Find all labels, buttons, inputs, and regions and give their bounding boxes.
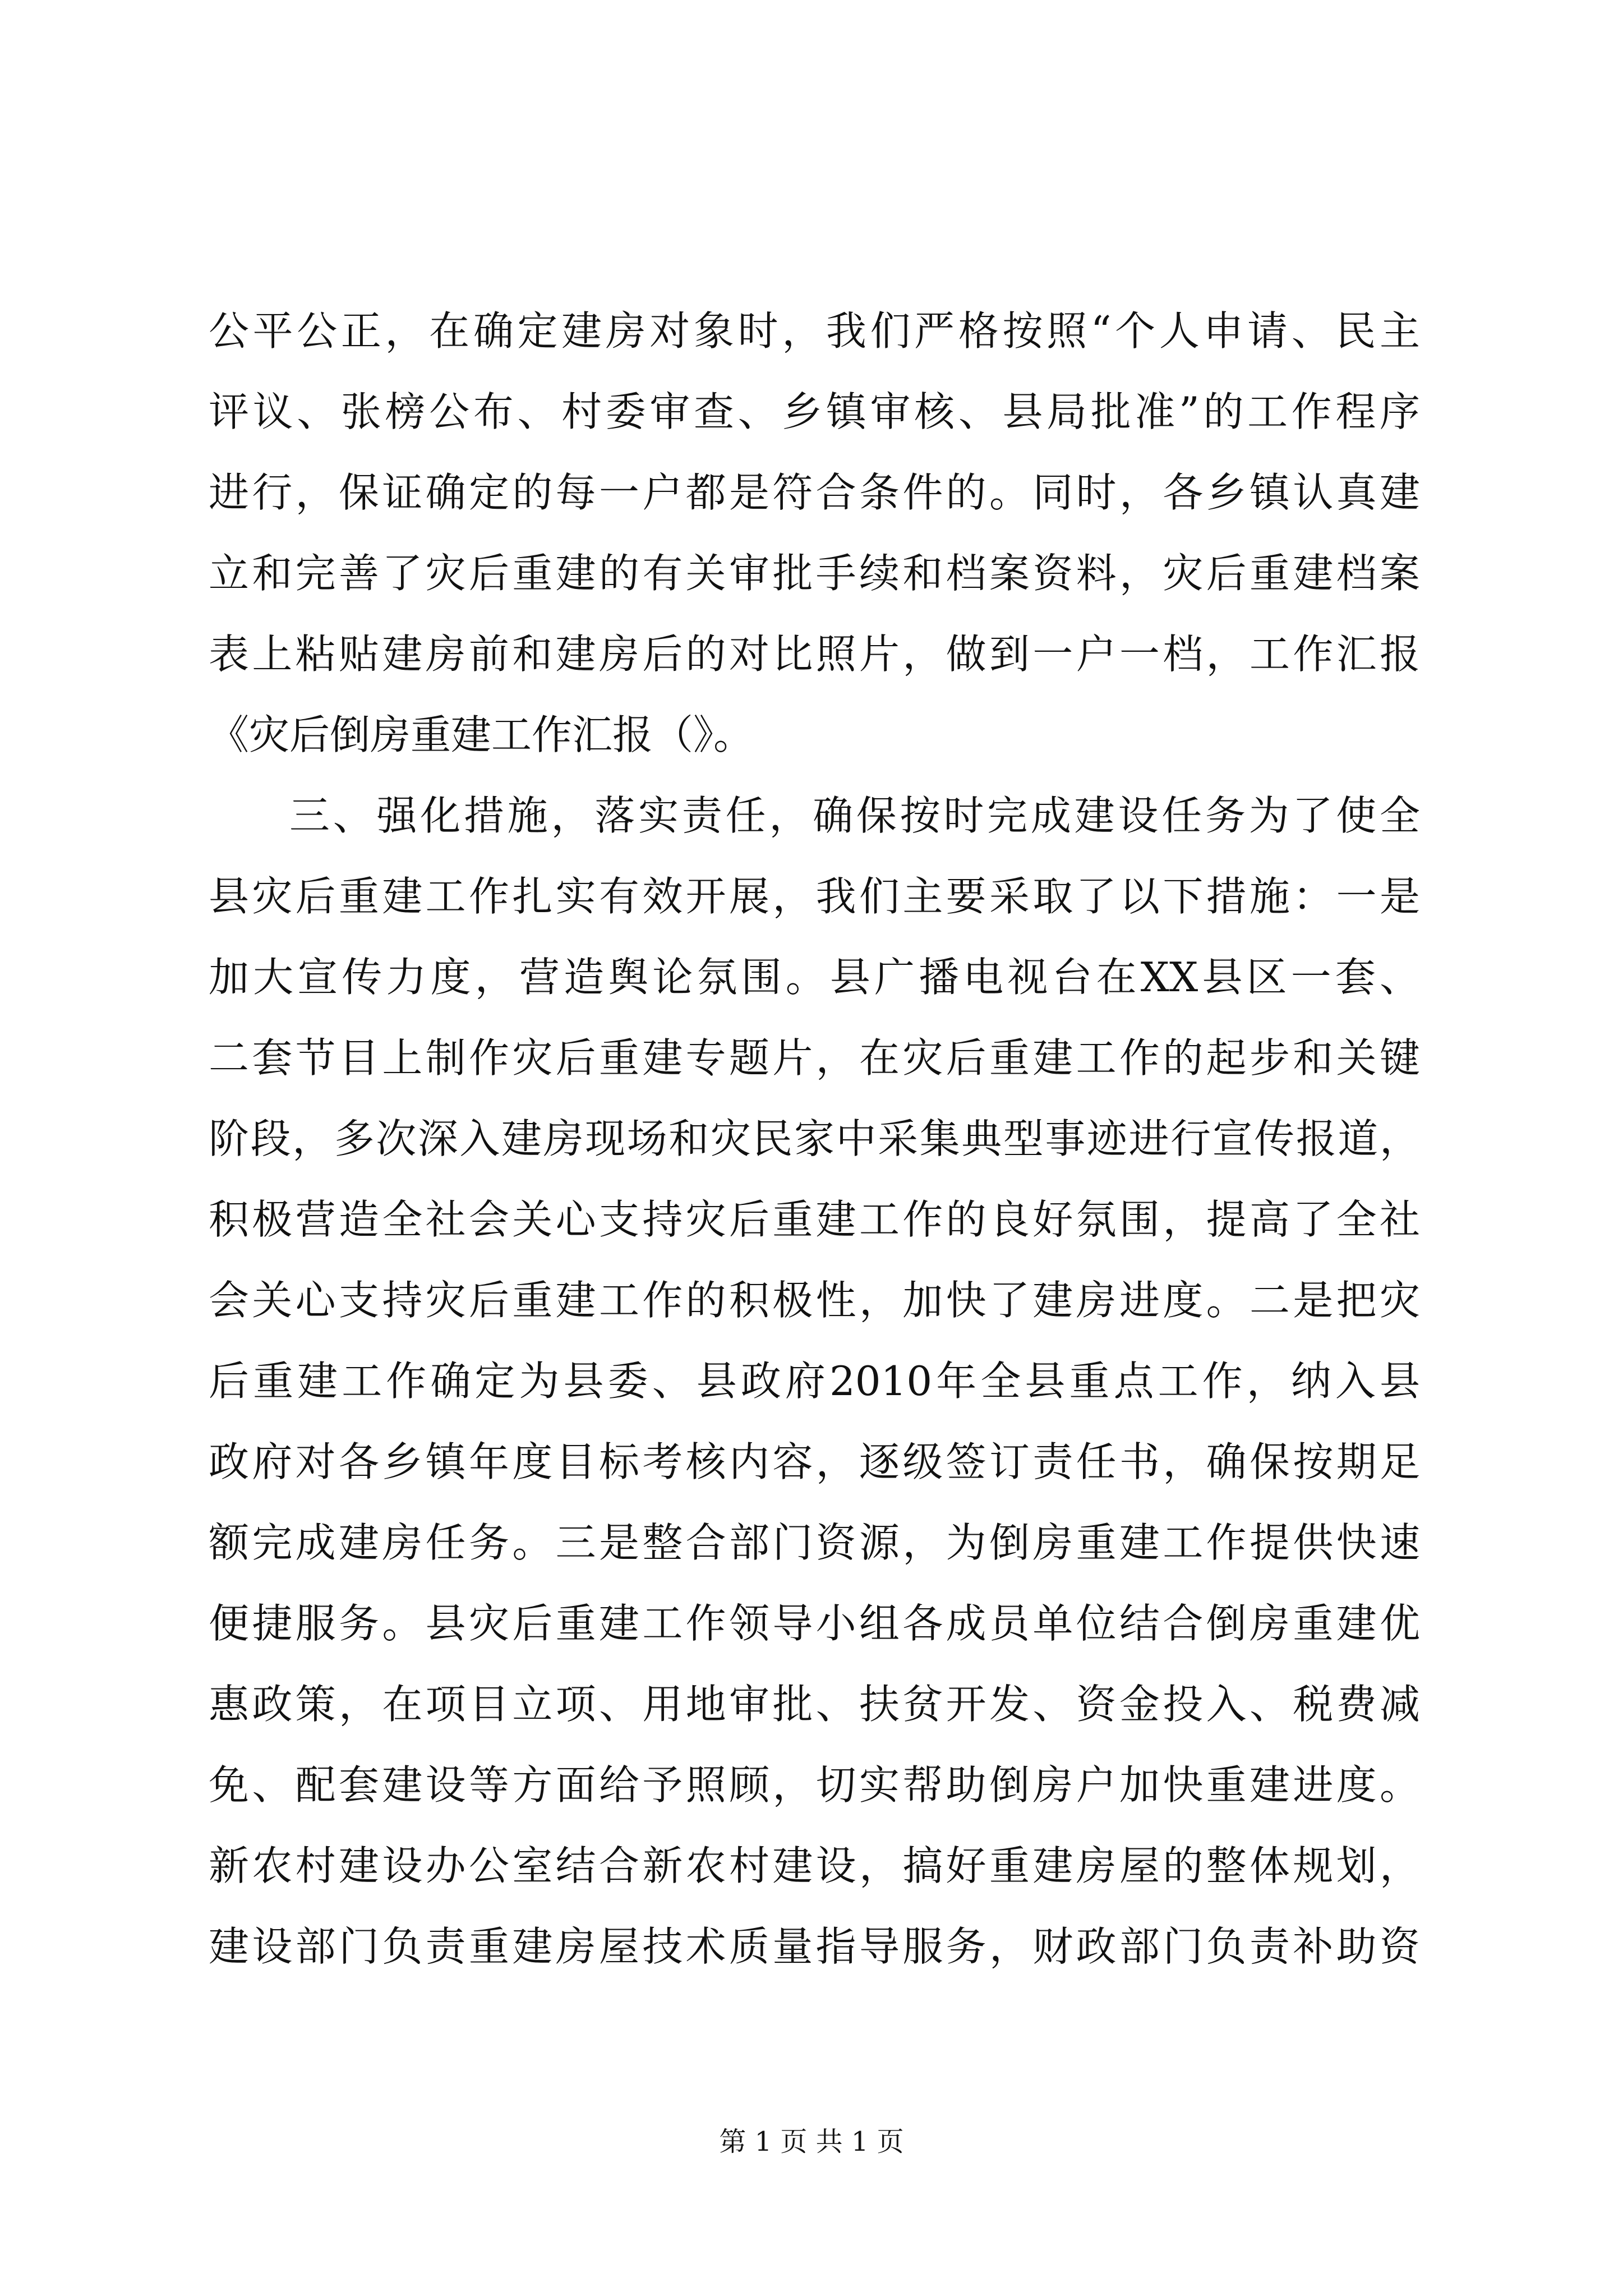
text-line: 《灾后倒房重建工作汇报（》。: [209, 711, 754, 758]
text-line: 额完成建房任务。三是整合部门资源，为倒房重建工作提供快速: [209, 1519, 1420, 1566]
text-line: 县灾后重建工作扎实有效开展，我们主要采取了以下措施：一是: [209, 873, 1420, 920]
text-line: 后重建工作确定为县委、县政府2010年全县重点工作，纳入县: [209, 1358, 1420, 1405]
text-line: 加大宣传力度，营造舆论氛围。县广播电视台在XX县区一套、: [209, 954, 1420, 1001]
text-line: 立和完善了灾后重建的有关审批手续和档案资料，灾后重建档案: [209, 550, 1420, 597]
text-line: 免、配套建设等方面给予照顾，切实帮助倒房户加快重建进度。: [209, 1761, 1420, 1809]
text-line: 惠政策，在项目立项、用地审批、扶贫开发、资金投入、税费减: [209, 1681, 1420, 1728]
page-number-label: 第 1 页 共 1 页: [719, 2126, 904, 2157]
text-line: 阶段，多次深入建房现场和灾民家中采集典型事迹进行宣传报道，: [209, 1115, 1420, 1162]
text-line: 便捷服务。县灾后重建工作领导小组各成员单位结合倒房重建优: [209, 1600, 1420, 1647]
text-line: 会关心支持灾后重建工作的积极性，加快了建房进度。二是把灾: [209, 1277, 1420, 1324]
text-line: 政府对各乡镇年度目标考核内容，逐级签订责任书，确保按期足: [209, 1438, 1420, 1485]
document-body: [209, 291, 1420, 1987]
text-line: 积极营造全社会关心支持灾后重建工作的良好氛围，提高了全社: [209, 1196, 1420, 1243]
text-line: 进行，保证确定的每一户都是符合条件的。同时，各乡镇认真建: [209, 469, 1420, 516]
text-line: 评议、张榜公布、村委审查、乡镇审核、县局批准”的工作程序: [209, 388, 1420, 435]
text-line: 新农村建设办公室结合新农村建设，搞好重建房屋的整体规划，: [209, 1842, 1420, 1889]
text-line: 三、强化措施，落实责任，确保按时完成建设任务为了使全: [289, 792, 1420, 839]
page-footer: [0, 2125, 1623, 2159]
text-line: 二套节目上制作灾后重建专题片，在灾后重建工作的起步和关键: [209, 1034, 1420, 1082]
text-line: 建设部门负责重建房屋技术质量指导服务，财政部门负责补助资: [209, 1923, 1420, 1970]
text-line: 公平公正，在确定建房对象时，我们严格按照“个人申请、民主: [209, 307, 1420, 355]
text-line: 表上粘贴建房前和建房后的对比照片，做到一户一档，工作汇报: [209, 631, 1420, 678]
